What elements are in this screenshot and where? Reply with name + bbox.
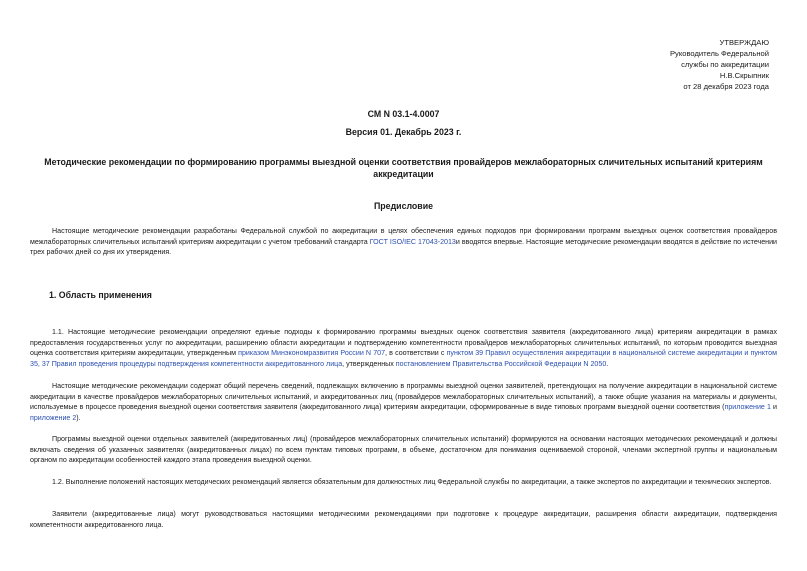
approval-line: УТВЕРЖДАЮ: [719, 38, 769, 47]
p11-text-2: , в соответствии с: [385, 349, 447, 358]
order-707-link[interactable]: приказом Минэкономразвития России N 707: [238, 349, 386, 358]
preface-heading: Предисловие: [373, 201, 434, 211]
preface-text-1: Настоящие методические рекомендации разработаны Федеральной службой по аккредитации в целях обеспечения единых подходов при формировании программ выездных оценок соответствия провайдеров межлабораторных сличительных испытаний критериям аккредитации с учетом требований стандарта: [30, 227, 777, 246]
gost-link[interactable]: ГОСТ ISO/IEC 17043-2013: [369, 237, 456, 246]
p11-text-3: , утвержденных: [342, 359, 396, 368]
approval-block: [670, 37, 769, 92]
approval-line: от 28 декабря 2023 года: [683, 82, 769, 91]
document-title: Методические рекомендации по формированию программы выездной оценки соответствия провайдеров межлабораторных сличительных испытаний критериям аккредитации: [44, 157, 763, 179]
paragraph-applicants: Заявители (аккредитованные лица) могут руководствоваться настоящими методическими рекомендациями при подготовке к процедуре аккредитации, расширения области аккредитации, подтверждения компетентности аккредитованного лица.: [30, 510, 777, 529]
section-heading: 1. Область применения: [49, 290, 152, 300]
paragraph-1-2: 1.2. Выполнение положений настоящих методических рекомендаций является обязательным для должностных лиц Федеральной службы по аккредитации, а также экспертов по аккредитации и технических экспертов.: [52, 478, 772, 486]
approval-line: Руководитель Федеральной: [669, 49, 769, 58]
plist-text-1: Настоящие методические рекомендации содержат общий перечень сведений, подлежащих включению в программы выездной оценки заявителей, претендующих на получение аккредитации в национальной системе аккредитации в качестве провайдеров межлабораторных сличительных испытаний, и аккредитованных лиц (провайдеров межлабораторных сличительных испытаний), а также общие указания на материалы и документы, используемые в процессе проведения выездной оценки соответствия заявителя (аккредитованного лица) критериям аккредитации, сформированные в виде типовых программ выездной оценки соответствия (: [30, 382, 777, 412]
paragraph-list: [30, 381, 777, 423]
document-code: СМ N 03.1-4.0007: [367, 109, 440, 119]
plist-text-3: ).: [76, 413, 81, 422]
rules-link[interactable]: пунктом 39 Правил осуществления аккредитации в национальной системе аккредитации и пунктом 35, 37 Правил проведения процедуры подтверждения компетентности аккредитованного лица: [30, 349, 777, 368]
preface-paragraph: [30, 226, 777, 258]
appendix-2-link[interactable]: приложение 2: [30, 413, 77, 422]
appendix-1-link[interactable]: приложение 1: [724, 403, 771, 412]
preface-text-2: и вводятся впервые. Настоящие методические рекомендации вводятся в действие по истечении трех рабочих дней со дня их утверждения.: [30, 237, 778, 257]
resolution-2050-link[interactable]: постановлением Правительства Российской Федерации N 2050: [395, 359, 607, 368]
plist-text-2: и: [770, 403, 777, 412]
paragraph-1-1: [30, 327, 777, 369]
document-version: Версия 01. Декабрь 2023 г.: [345, 127, 462, 137]
p11-text-4: .: [606, 359, 609, 368]
approval-line: Н.В.Скрыпник: [719, 71, 769, 80]
approval-line: службы по аккредитации: [681, 60, 769, 69]
p11-text-1: 1.1. Настоящие методические рекомендации определяют единые подходы к формированию программы выездных оценок соответствия заявителя (аккредитованного лица) критериям аккредитации в рамках предоставления государственных услуг по аккредитации, расширению области аккредитации и подтверждению компетентности провайдеров межлабораторных сличительных испытаний, по которым проводится выездная оценка соответствия критериям аккредитации, утвержденным: [30, 328, 777, 358]
paragraph-programs: Программы выездной оценки отдельных заявителей (аккредитованных лиц) (провайдеров межлабораторных сличительных испытаний) формируются на основании настоящих методических рекомендаций и должны включать сведения об указанных заявителях (аккредитованных лицах) по всем пунктам типовых программ, в объеме, достаточном для понимания оцениваемой стороной, членами экспертной группы и национальным органом по аккредитации особенностей каждого этапа проведения выездной оценки.: [30, 435, 777, 465]
